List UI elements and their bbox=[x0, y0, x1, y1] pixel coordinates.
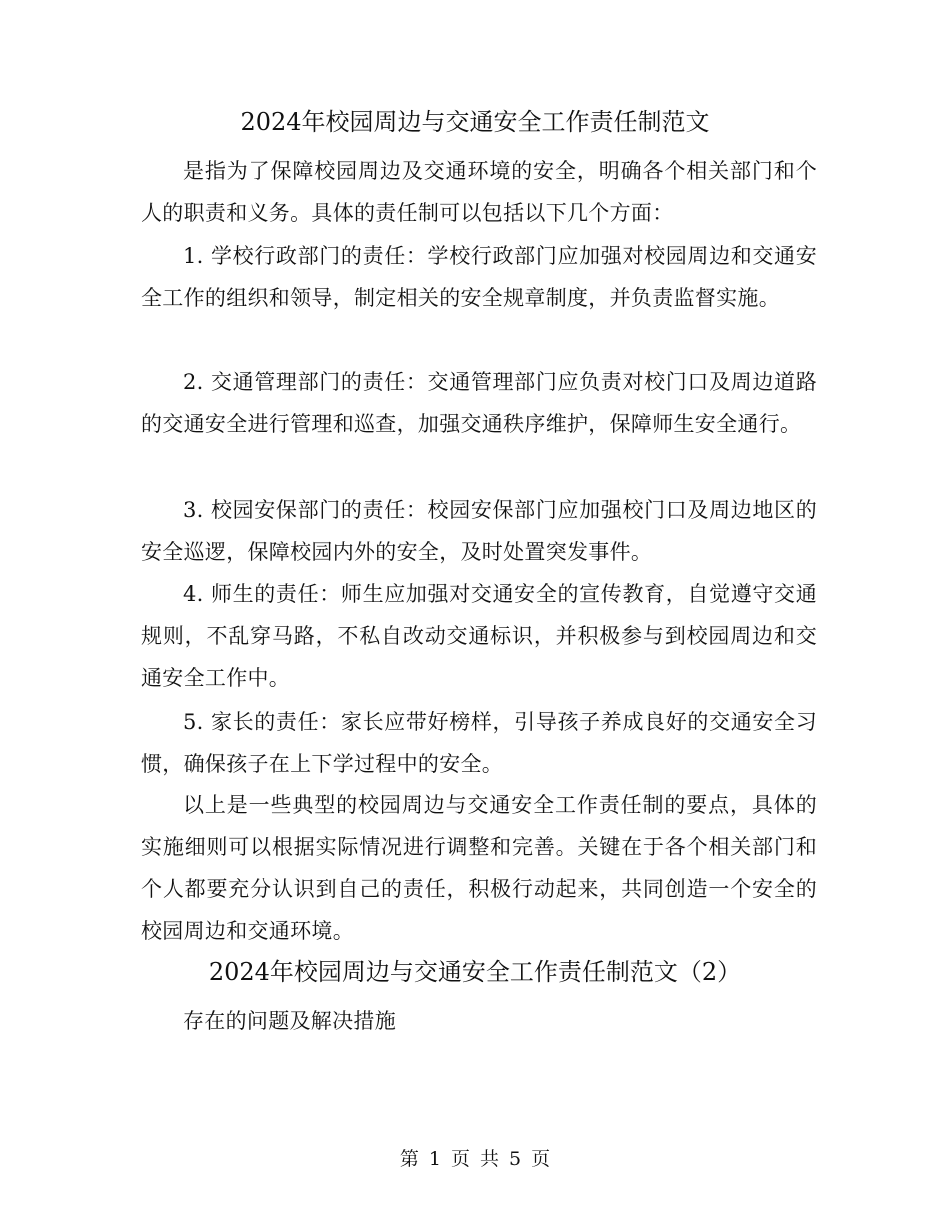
responsibility-item-4: 4. 师生的责任：师生应加强对交通安全的宣传教育，自觉遵守交通规则，不乱穿马路，不私自改动交通标识，并积极参与到校园周边和交通安全工作中。 bbox=[141, 582, 817, 690]
section-subheading: 存在的问题及解决措施 bbox=[183, 1009, 396, 1033]
summary-paragraph: 以上是一些典型的校园周边与交通安全工作责任制的要点，具体的实施细则可以根据实际情况进行调整和完善。关键在于各个相关部门和个人都要充分认识到自己的责任，积极行动起来，共同创造一个安全的校园周边和交通环境。 bbox=[141, 793, 817, 943]
responsibility-item-1: 1. 学校行政部门的责任：学校行政部门应加强对校园周边和交通安全工作的组织和领导，制定相关的安全规章制度，并负责监督实施。 bbox=[141, 244, 817, 310]
document-title: 2024年校园周边与交通安全工作责任制范文 bbox=[240, 108, 710, 136]
responsibility-item-3: 3. 校园安保部门的责任：校园安保部门应加强校门口及周边地区的安全巡逻，保障校园内外的安全，及时处置突发事件。 bbox=[141, 498, 817, 564]
responsibility-item-2: 2. 交通管理部门的责任：交通管理部门应负责对校门口及周边道路的交通安全进行管理和巡查，加强交通秩序维护，保障师生安全通行。 bbox=[141, 370, 817, 436]
page-number-footer: 第 1 页 共 5 页 bbox=[399, 1148, 551, 1170]
intro-paragraph: 是指为了保障校园周边及交通环境的安全，明确各个相关部门和个人的职责和义务。具体的责任制可以包括以下几个方面： bbox=[141, 159, 817, 225]
responsibility-item-5: 5. 家长的责任：家长应带好榜样，引导孩子养成良好的交通安全习惯，确保孩子在上下学过程中的安全。 bbox=[141, 710, 817, 776]
second-document-title: 2024年校园周边与交通安全工作责任制范文（2） bbox=[208, 958, 742, 986]
